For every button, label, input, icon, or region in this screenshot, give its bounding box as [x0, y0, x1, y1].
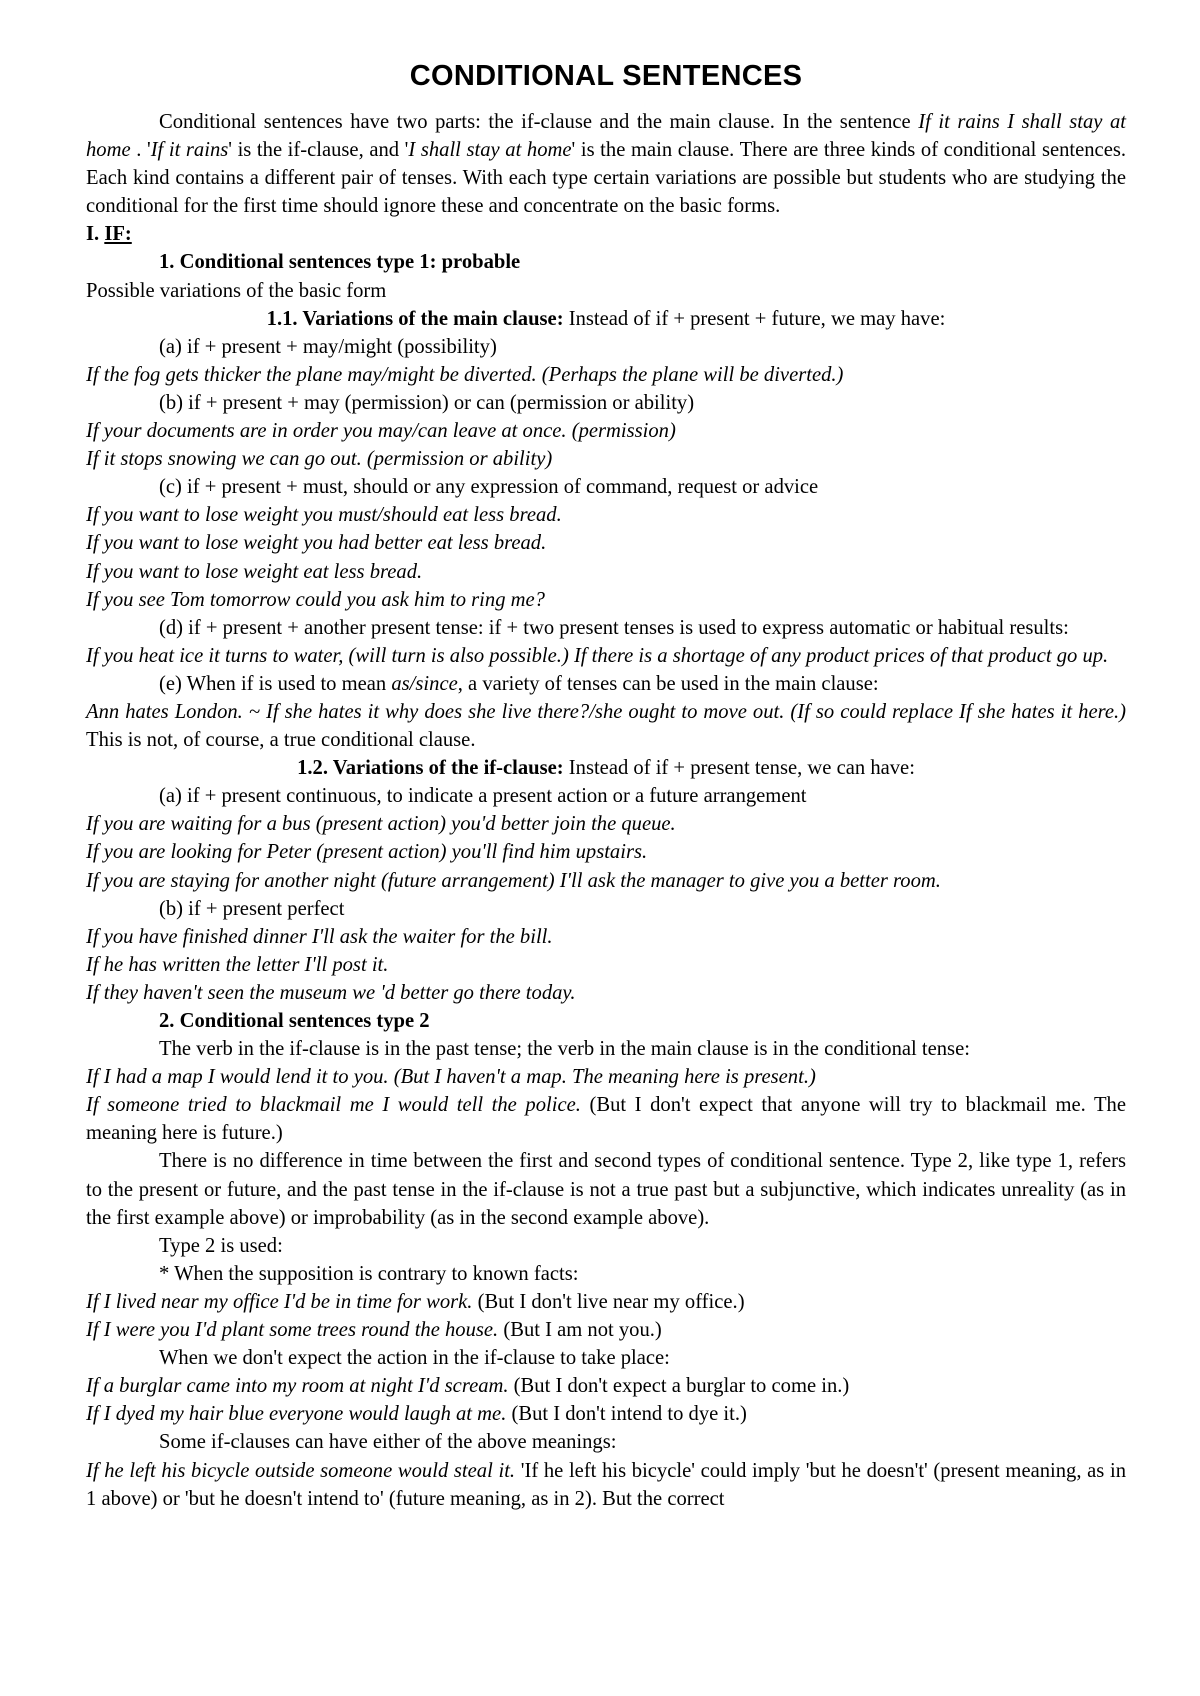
rule-a: (a) if + present + may/might (possibility)	[159, 335, 497, 358]
rule-b: (b) if + present + may (permission) or can (permission or ability)	[159, 391, 695, 414]
example-note: (But I don't expect that anyone will try to blackmail me. The meaning here is future.)	[86, 1094, 1126, 1145]
document-page	[86, 56, 1126, 1513]
rule-text: (e) When if is used to mean	[159, 672, 392, 695]
possible-variations: Possible variations of the basic form	[86, 279, 387, 302]
example-note: This is not, of course, a true conditional clause.	[86, 729, 476, 752]
example-line	[86, 1400, 1126, 1428]
example-line: If they haven't seen the museum we 'd better go there today.	[86, 981, 576, 1004]
example-line	[86, 698, 1126, 754]
example-italic: If I lived near my office I'd be in time for work.	[86, 1290, 473, 1313]
example-note: (But I don't intend to dye it.)	[506, 1403, 747, 1426]
intro-example: I shall stay at home	[408, 139, 572, 162]
example-italic: If someone tried to blackmail me I would tell the police.	[86, 1094, 581, 1117]
example-line: If you are waiting for a bus (present action) you'd better join the queue.	[86, 813, 676, 836]
example-italic: If I dyed my hair blue everyone would laugh at me.	[86, 1403, 507, 1426]
section-number: I.	[86, 223, 105, 246]
example-line	[86, 1457, 1126, 1513]
example-line: If it stops snowing we can go out. (permission or ability)	[86, 448, 553, 471]
intro-example: If it rains I shall stay at home	[86, 111, 1126, 162]
example-line: If you are looking for Peter (present action) you'll find him upstairs.	[86, 841, 648, 864]
rule-d: (d) if + present + another present tense: if + two present tenses is used to express automatic or habitual results:	[159, 616, 1069, 639]
section-heading	[86, 220, 1126, 248]
example-note: (But I don't live near my office.)	[472, 1290, 745, 1313]
example-line: If you heat ice it turns to water, (will turn is also possible.) If there is a shortage of any product prices of that product go up.	[86, 644, 1109, 667]
example-italic: Ann hates London. ~ If she hates it why does she live there?/she ought to move out. (If so could replace If she hates it here.)	[86, 700, 1126, 723]
example-line: If you want to lose weight you had better eat less bread.	[86, 532, 547, 555]
intro-example: If it rains	[150, 139, 229, 162]
example-line	[86, 1372, 1126, 1400]
example-line	[86, 1316, 1126, 1344]
example-line: If I had a map I would lend it to you. (But I haven't a map. The meaning here is present.)	[86, 1066, 816, 1089]
rule-c: (c) if + present + must, should or any expression of command, request or advice	[159, 476, 819, 499]
example-line	[86, 1288, 1126, 1316]
variation-label: 1.1. Variations of the main clause:	[266, 307, 564, 330]
example-line	[86, 1091, 1126, 1147]
example-note: (But I am not you.)	[498, 1319, 662, 1342]
variation-label: 1.2. Variations of the if-clause:	[297, 757, 564, 780]
rule-e	[86, 670, 1126, 698]
type2-star: * When the supposition is contrary to known facts:	[159, 1262, 579, 1285]
rule-emphasis: as/since	[391, 672, 458, 695]
example-italic: If a burglar came into my room at night I'd scream.	[86, 1375, 509, 1398]
variation-text: Instead of if + present tense, we can have:	[563, 757, 915, 780]
example-line: If you want to lose weight you must/should eat less bread.	[86, 504, 562, 527]
type2-some: Some if-clauses can have either of the above meanings:	[159, 1431, 617, 1454]
variation-1-1-heading	[86, 305, 1126, 333]
type2-intro: The verb in the if-clause is in the past tense; the verb in the main clause is in the conditional tense:	[159, 1038, 970, 1061]
example-line: If you are staying for another night (future arrangement) I'll ask the manager to give you a better room.	[86, 869, 941, 892]
type2-when: When we don't expect the action in the if-clause to take place:	[159, 1347, 670, 1370]
rule-b2: (b) if + present perfect	[159, 897, 345, 920]
example-line: If you see Tom tomorrow could you ask him to ring me?	[86, 588, 545, 611]
example-italic: If I were you I'd plant some trees round the house.	[86, 1319, 499, 1342]
intro-text: ' is the if-clause, and '	[228, 139, 409, 162]
section-label: IF:	[104, 223, 132, 246]
example-note: (But I don't expect a burglar to come in.)	[508, 1375, 850, 1398]
type2-used: Type 2 is used:	[159, 1234, 283, 1257]
example-note: 'If he left his bicycle' could imply 'but he doesn't' (present meaning, as in 1 above) or 'but he doesn't intend to' (future meaning, as in 2). But the correct	[86, 1459, 1126, 1510]
intro-paragraph	[86, 108, 1126, 220]
rule-a2: (a) if + present continuous, to indicate a present action or a future arrangement	[159, 785, 807, 808]
variation-text: Instead of if + present + future, we may have:	[563, 307, 946, 330]
example-line: If you want to lose weight eat less bread.	[86, 560, 423, 583]
type2-heading: 2. Conditional sentences type 2	[159, 1010, 430, 1032]
example-line: If the fog gets thicker the plane may/might be diverted. (Perhaps the plane will be diverted.)	[86, 363, 844, 386]
type1-heading: 1. Conditional sentences type 1: probable	[159, 251, 521, 274]
intro-text: Conditional sentences have two parts: the if-clause and the main clause. In the sentence	[159, 111, 919, 133]
rule-text: , a variety of tenses can be used in the main clause:	[457, 672, 879, 695]
type2-paragraph: There is no difference in time between the first and second types of conditional sentence. Type 2, like type 1, refers to the present or future, and the past tense in the if-clause is not a true past but a subjunctive, which indicates unreality (as in the first example above) or improbability (as in the second example above).	[86, 1150, 1126, 1229]
example-line: If he has written the letter I'll post it.	[86, 953, 389, 976]
example-line: If your documents are in order you may/can leave at once. (permission)	[86, 420, 676, 443]
variation-1-2-heading	[86, 754, 1126, 782]
page-title: CONDITIONAL SENTENCES	[409, 60, 803, 92]
example-line: If you have finished dinner I'll ask the waiter for the bill.	[86, 925, 553, 948]
example-italic: If he left his bicycle outside someone would steal it.	[86, 1459, 516, 1482]
intro-text: ' is the main clause. There are three kinds of conditional sentences. Each kind contains a different pair of tenses. With each type certain variations are possible but students who are studying the conditional for the first time should ignore these and concentrate on the basic forms.	[86, 139, 1126, 218]
intro-text: . '	[130, 139, 151, 162]
